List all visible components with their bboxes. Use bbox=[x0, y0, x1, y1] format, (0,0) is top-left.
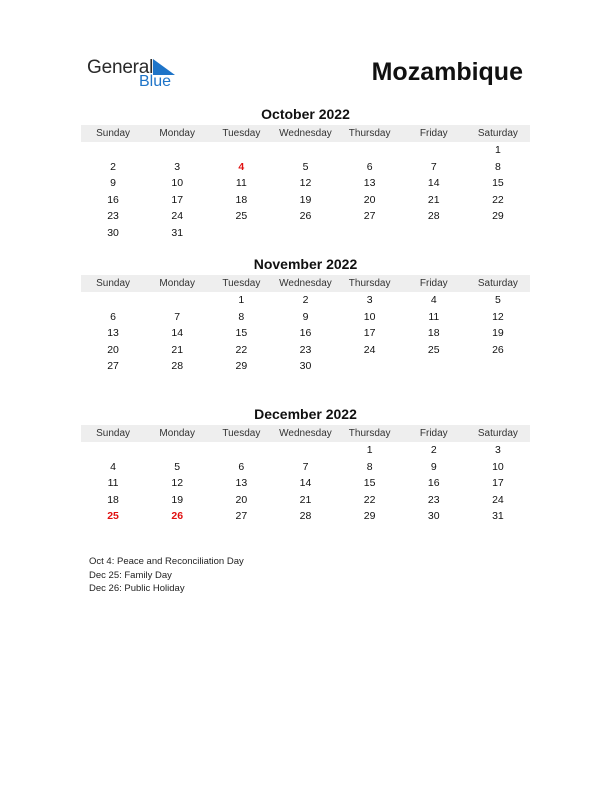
country-title: Mozambique bbox=[371, 58, 523, 86]
day-cell: 7 bbox=[174, 310, 181, 323]
week-row bbox=[81, 508, 530, 525]
month-december bbox=[81, 406, 530, 525]
week-row bbox=[81, 325, 530, 342]
day-cell: 14 bbox=[299, 477, 312, 490]
day-cell: 15 bbox=[235, 327, 248, 340]
day-cell: 14 bbox=[427, 177, 440, 190]
week-row bbox=[81, 342, 530, 359]
day-cell: 22 bbox=[235, 343, 248, 356]
weekday-label: Thursday bbox=[348, 278, 391, 289]
day-cell: 9 bbox=[110, 177, 116, 190]
weekday-label: Friday bbox=[419, 278, 448, 289]
day-cell bbox=[209, 142, 273, 159]
day-cell: 10 bbox=[363, 310, 376, 323]
weekday-label: Tuesday bbox=[222, 128, 261, 139]
day-cell bbox=[402, 225, 466, 242]
day-cell: 22 bbox=[492, 193, 504, 206]
day-cell: 13 bbox=[107, 327, 119, 340]
day-cell: 20 bbox=[363, 193, 376, 206]
day-cell: 6 bbox=[238, 460, 245, 473]
day-cell: 10 bbox=[492, 460, 504, 473]
day-cell bbox=[273, 442, 337, 459]
day-cell: 25 bbox=[235, 210, 248, 223]
week-row bbox=[81, 459, 530, 476]
holiday-day-cell: 4 bbox=[238, 160, 245, 173]
day-cell bbox=[466, 225, 530, 242]
day-cell: 14 bbox=[171, 327, 184, 340]
day-cell: 30 bbox=[427, 510, 440, 523]
weekday-label: Friday bbox=[419, 128, 448, 139]
day-cell: 23 bbox=[427, 493, 440, 506]
day-cell: 6 bbox=[366, 160, 373, 173]
day-cell: 1 bbox=[494, 144, 501, 156]
day-cell: 5 bbox=[174, 460, 181, 473]
day-cell bbox=[338, 225, 402, 242]
week-row bbox=[81, 225, 530, 242]
day-cell bbox=[273, 225, 337, 242]
day-cell: 7 bbox=[430, 160, 437, 173]
week-row bbox=[81, 159, 530, 176]
logo-text-blue: Blue bbox=[139, 73, 172, 90]
day-cell: 5 bbox=[494, 294, 501, 306]
day-cell bbox=[402, 142, 466, 159]
month-title: December 2022 bbox=[254, 406, 357, 422]
week-row bbox=[81, 192, 530, 209]
day-cell: 28 bbox=[299, 510, 312, 523]
day-cell bbox=[81, 442, 145, 459]
day-cell: 5 bbox=[302, 160, 309, 173]
week-row bbox=[81, 442, 530, 459]
holiday-day-cell: 25 bbox=[107, 510, 119, 523]
day-cell: 12 bbox=[299, 177, 312, 190]
weekday-label: Wednesday bbox=[279, 428, 332, 439]
day-cell: 7 bbox=[302, 460, 309, 473]
holiday-notes bbox=[89, 555, 244, 596]
weekday-header bbox=[81, 425, 530, 442]
day-cell: 23 bbox=[299, 343, 312, 356]
day-cell: 9 bbox=[302, 310, 309, 323]
weekday-label: Wednesday bbox=[279, 128, 332, 139]
weekday-label: Wednesday bbox=[279, 278, 332, 289]
weekday-label: Saturday bbox=[477, 428, 518, 439]
day-cell: 2 bbox=[302, 294, 309, 306]
weekday-label: Saturday bbox=[477, 278, 518, 289]
day-cell bbox=[145, 292, 209, 309]
day-cell: 24 bbox=[171, 210, 184, 223]
day-cell: 10 bbox=[171, 177, 184, 190]
week-row bbox=[81, 142, 530, 159]
day-cell: 18 bbox=[235, 193, 248, 206]
day-cell: 17 bbox=[492, 477, 504, 490]
day-cell: 1 bbox=[238, 294, 245, 306]
holiday-note: Dec 26: Public Holiday bbox=[89, 583, 185, 594]
day-cell: 11 bbox=[235, 177, 247, 190]
weekday-label: Friday bbox=[419, 428, 448, 439]
weekday-header bbox=[81, 125, 530, 142]
holiday-note: Dec 25: Family Day bbox=[89, 569, 172, 581]
week-row bbox=[81, 492, 530, 509]
day-cell bbox=[81, 292, 145, 309]
day-cell: 9 bbox=[430, 460, 437, 473]
day-cell: 20 bbox=[235, 493, 248, 506]
week-row bbox=[81, 175, 530, 192]
day-cell: 25 bbox=[427, 343, 440, 356]
holiday-day-cell: 26 bbox=[171, 510, 184, 523]
week-row bbox=[81, 309, 530, 326]
day-cell: 18 bbox=[427, 327, 440, 340]
day-cell: 16 bbox=[299, 327, 312, 340]
weekday-label: Tuesday bbox=[222, 278, 261, 289]
month-october bbox=[81, 106, 530, 242]
day-cell: 15 bbox=[363, 477, 376, 490]
month-title: November 2022 bbox=[253, 256, 358, 272]
day-cell: 6 bbox=[110, 310, 116, 323]
week-row bbox=[81, 292, 530, 309]
week-row bbox=[81, 208, 530, 225]
weekday-label: Thursday bbox=[348, 128, 391, 139]
day-cell: 12 bbox=[171, 477, 184, 490]
day-cell: 21 bbox=[171, 343, 184, 356]
day-cell: 2 bbox=[110, 160, 116, 173]
day-cell bbox=[209, 442, 273, 459]
day-cell: 27 bbox=[107, 360, 119, 373]
weekday-label: Thursday bbox=[348, 428, 391, 439]
weekday-label: Monday bbox=[159, 428, 195, 439]
weekday-label: Sunday bbox=[96, 128, 131, 139]
day-cell: 1 bbox=[366, 444, 373, 456]
day-cell: 17 bbox=[363, 327, 376, 340]
day-cell: 21 bbox=[427, 193, 440, 206]
day-cell: 19 bbox=[171, 493, 184, 506]
day-cell: 26 bbox=[492, 343, 504, 356]
day-cell: 3 bbox=[494, 444, 501, 456]
weekday-label: Sunday bbox=[96, 428, 131, 439]
day-cell bbox=[273, 142, 337, 159]
day-cell: 13 bbox=[363, 177, 376, 190]
weekday-label: Tuesday bbox=[222, 428, 261, 439]
day-cell: 13 bbox=[235, 477, 248, 490]
day-cell: 4 bbox=[430, 294, 437, 306]
day-cell: 31 bbox=[492, 510, 504, 523]
day-cell: 26 bbox=[299, 210, 312, 223]
day-cell bbox=[145, 142, 209, 159]
day-cell: 8 bbox=[238, 310, 245, 323]
day-cell: 8 bbox=[494, 160, 501, 173]
day-cell: 12 bbox=[492, 310, 504, 323]
day-cell: 24 bbox=[492, 493, 504, 506]
day-cell: 29 bbox=[492, 210, 504, 223]
day-cell: 27 bbox=[235, 510, 248, 523]
day-cell: 22 bbox=[363, 493, 376, 506]
day-cell: 28 bbox=[427, 210, 440, 223]
day-cell: 3 bbox=[366, 294, 373, 306]
day-cell: 18 bbox=[107, 493, 119, 506]
month-title: October 2022 bbox=[261, 106, 350, 122]
day-cell: 16 bbox=[427, 477, 440, 490]
day-cell: 4 bbox=[110, 460, 116, 473]
day-cell bbox=[145, 442, 209, 459]
weekday-header bbox=[81, 275, 530, 292]
day-cell: 29 bbox=[363, 510, 376, 523]
weekday-label: Sunday bbox=[96, 278, 131, 289]
weekday-label: Saturday bbox=[477, 128, 518, 139]
day-cell: 17 bbox=[171, 193, 184, 206]
month-november bbox=[81, 256, 530, 375]
day-cell bbox=[402, 358, 466, 375]
day-cell: 30 bbox=[107, 226, 119, 239]
day-cell: 29 bbox=[235, 360, 248, 373]
day-cell: 11 bbox=[107, 477, 119, 490]
weekday-label: Monday bbox=[159, 278, 195, 289]
generalblue-logo bbox=[87, 55, 197, 95]
holiday-note: Oct 4: Peace and Reconciliation Day bbox=[89, 556, 244, 567]
day-cell: 31 bbox=[171, 226, 184, 239]
week-row bbox=[81, 358, 530, 375]
day-cell bbox=[338, 358, 402, 375]
day-cell: 21 bbox=[299, 493, 312, 506]
day-cell: 11 bbox=[428, 310, 440, 323]
logo-text-general: General bbox=[87, 57, 154, 78]
day-cell: 24 bbox=[363, 343, 376, 356]
day-cell: 27 bbox=[363, 210, 376, 223]
day-cell: 15 bbox=[492, 177, 504, 190]
week-row bbox=[81, 475, 530, 492]
day-cell bbox=[209, 225, 273, 242]
day-cell: 30 bbox=[299, 360, 312, 373]
day-cell: 3 bbox=[174, 160, 181, 173]
day-cell bbox=[466, 358, 530, 375]
day-cell: 19 bbox=[299, 193, 312, 206]
day-cell: 2 bbox=[430, 444, 437, 456]
day-cell: 20 bbox=[107, 343, 119, 356]
day-cell: 28 bbox=[171, 360, 184, 373]
day-cell: 19 bbox=[492, 327, 504, 340]
day-cell: 23 bbox=[107, 210, 119, 223]
day-cell bbox=[81, 142, 145, 159]
day-cell bbox=[338, 142, 402, 159]
day-cell: 8 bbox=[366, 460, 373, 473]
weekday-label: Monday bbox=[159, 128, 195, 139]
day-cell: 16 bbox=[107, 193, 119, 206]
